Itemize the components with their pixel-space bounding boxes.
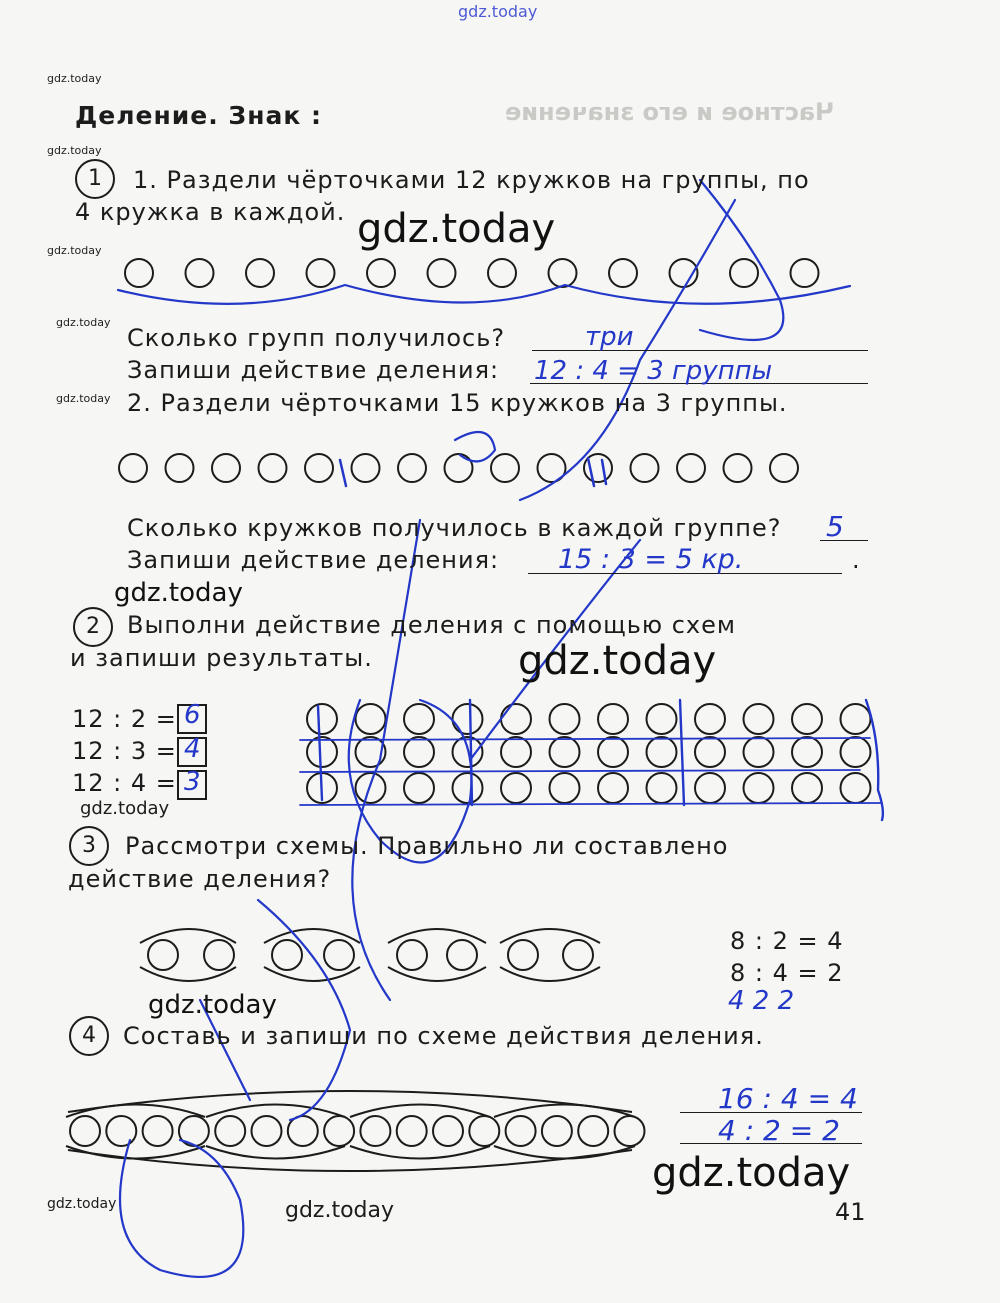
watermark-small: gdz.today	[47, 1196, 117, 1212]
schema-circle	[744, 704, 774, 734]
schema-circle	[770, 454, 798, 482]
schema-circle	[352, 454, 380, 482]
schema-circle	[307, 704, 337, 734]
schema-circle	[453, 773, 483, 803]
schema-circle	[501, 737, 531, 767]
handwritten-check: 4 2 2	[728, 986, 795, 1016]
equation-8-div-2: 8 : 2 = 4	[730, 927, 844, 955]
task1-instruction-line1: 1. Раздели чёрточками 12 кружков на группы, по	[133, 166, 810, 194]
task4-instruction: Составь и запиши по схеме действия деления.	[123, 1022, 764, 1050]
schema-circle	[792, 737, 822, 767]
answer-line	[532, 350, 868, 351]
watermark-medium: gdz.today	[148, 990, 277, 1020]
schema-circle	[550, 704, 580, 734]
schema-circle	[204, 940, 234, 970]
pen-stroke	[352, 520, 420, 1000]
group-arc-bottom	[350, 1146, 490, 1159]
schema-circle	[215, 1116, 245, 1146]
schema-circle	[542, 1116, 572, 1146]
group-arc-top	[350, 1105, 490, 1118]
schema-circle	[647, 704, 677, 734]
schema-circle	[695, 737, 725, 767]
schema-circle	[252, 1116, 282, 1146]
schema-circle	[404, 704, 434, 734]
schema-circle	[324, 940, 354, 970]
pen-group-arcs	[118, 285, 850, 304]
pen-loop	[455, 432, 495, 461]
watermark-large: gdz.today	[357, 206, 556, 252]
pen-divider	[318, 706, 322, 800]
task-number-1: 1	[75, 159, 115, 199]
group-arc-bottom	[388, 967, 486, 981]
schema-circle	[70, 1116, 100, 1146]
schema-circle	[578, 1116, 608, 1146]
answer-division-2: 15 : 3 = 5 кр.	[558, 544, 744, 575]
division-expression: 12 : 4 =	[72, 769, 177, 797]
answer-each-group: 5	[826, 510, 844, 543]
schema-circle	[647, 737, 677, 767]
schema-circle	[469, 1116, 499, 1146]
watermark-small: gdz.today	[80, 798, 170, 819]
schema-circle	[307, 737, 337, 767]
schema-circle	[367, 259, 395, 287]
schema-circle	[246, 259, 274, 287]
question-each-group: Сколько кружков получилось в каждой группе?	[127, 514, 782, 542]
big-arc-bottom	[68, 1150, 632, 1171]
schema-circle	[305, 454, 333, 482]
pen-tick	[340, 460, 346, 486]
schema-circle	[792, 704, 822, 734]
task2-instruction-line2: и запиши результаты.	[70, 644, 373, 672]
equation-8-div-4: 8 : 4 = 2	[730, 959, 844, 987]
schema-circle	[397, 1116, 427, 1146]
schema-circle	[501, 704, 531, 734]
schema-circle	[730, 259, 758, 287]
schema-circle	[272, 940, 302, 970]
watermark-small: gdz.today	[47, 72, 102, 85]
schema-circle	[143, 1116, 173, 1146]
schema-circle	[744, 737, 774, 767]
schema-circle	[501, 773, 531, 803]
question-write-division-2: Запиши действие деления:	[127, 546, 500, 574]
answer-box-value: 3	[184, 767, 201, 797]
schema-circle	[647, 773, 677, 803]
group-arc-top	[206, 1105, 345, 1118]
big-arc-top	[68, 1091, 632, 1112]
watermark-small: gdz.today	[56, 316, 111, 329]
pen-divider	[680, 700, 684, 805]
schema-circle	[324, 1116, 354, 1146]
schema-circle	[631, 454, 659, 482]
schema-circle	[453, 704, 483, 734]
schema-circle	[508, 940, 538, 970]
schema-circle	[307, 259, 335, 287]
schema-circle	[744, 773, 774, 803]
schema-circle	[125, 259, 153, 287]
watermark-large: gdz.today	[518, 638, 717, 684]
group-arc-top	[388, 929, 486, 943]
watermark-large: gdz.today	[652, 1150, 851, 1196]
task-number-4: 4	[69, 1016, 109, 1056]
schema-circle	[488, 259, 516, 287]
schema-circle	[549, 259, 577, 287]
schema-circle	[563, 940, 593, 970]
pen-underline	[300, 803, 880, 805]
schema-circle	[447, 940, 477, 970]
group-arc-bottom	[206, 1146, 345, 1159]
schema-circle	[119, 454, 147, 482]
task1-instruction-line2: 4 кружка в каждой.	[75, 198, 346, 226]
schema-circle	[445, 454, 473, 482]
task-number-2: 2	[73, 607, 113, 647]
pen-loop	[120, 1140, 243, 1277]
question-groups: Сколько групп получилось?	[127, 324, 506, 352]
group-arc-top	[494, 1105, 635, 1118]
schema-circle	[404, 773, 434, 803]
sentence-period: .	[852, 546, 861, 574]
schema-circle	[609, 259, 637, 287]
schema-circle	[615, 1116, 645, 1146]
schema-circle	[506, 1116, 536, 1146]
schema-circle	[428, 259, 456, 287]
bleed-through-title: Частное и его значение	[505, 98, 835, 126]
schema-circle	[841, 737, 871, 767]
schema-circle	[356, 704, 386, 734]
answer-box-value: 4	[184, 734, 201, 764]
schema-circle	[677, 454, 705, 482]
answer-box-value: 6	[184, 700, 201, 730]
answer-task4-2: 4 : 2 = 2	[718, 1114, 840, 1147]
schema-circle	[550, 773, 580, 803]
schema-circle	[695, 773, 725, 803]
schema-circle	[398, 454, 426, 482]
task3-instruction-line2: действие деления?	[68, 865, 332, 893]
task2-instruction-line1: Выполни действие деления с помощью схем	[127, 611, 736, 639]
schema-circle	[724, 454, 752, 482]
schema-circle	[360, 1116, 390, 1146]
watermark-medium: gdz.today	[285, 1198, 395, 1223]
watermark-small: gdz.today	[56, 392, 111, 405]
answer-groups: три	[585, 322, 634, 352]
schema-circle	[791, 259, 819, 287]
page-title: Деление. Знак :	[75, 101, 323, 130]
division-expression: 12 : 3 =	[72, 737, 177, 765]
watermark-top: gdz.today	[458, 2, 538, 21]
watermark-small: gdz.today	[47, 244, 102, 257]
pen-underline	[300, 770, 860, 772]
watermark-medium: gdz.today	[114, 578, 243, 608]
schema-circle	[433, 1116, 463, 1146]
schema-circle	[550, 737, 580, 767]
question-write-division: Запиши действие деления:	[127, 356, 500, 384]
schema-circle	[792, 773, 822, 803]
division-expression: 12 : 2 =	[72, 705, 177, 733]
pen-underline	[300, 738, 870, 740]
schema-circle	[148, 940, 178, 970]
schema-circle	[397, 940, 427, 970]
schema-circle	[491, 454, 519, 482]
answer-task4-1: 16 : 4 = 4	[718, 1082, 858, 1115]
page-number: 41	[835, 1198, 866, 1226]
schema-circle	[598, 773, 628, 803]
task3-instruction-line1: Рассмотри схемы. Правильно ли составлено	[125, 832, 729, 860]
schema-circle	[212, 454, 240, 482]
schema-circle	[106, 1116, 136, 1146]
schema-circle	[186, 259, 214, 287]
task1-part2-instruction: 2. Раздели чёрточками 15 кружков на 3 группы.	[127, 389, 788, 417]
answer-division-1: 12 : 4 = 3 группы	[534, 356, 773, 386]
schema-circle	[841, 704, 871, 734]
schema-circle	[598, 737, 628, 767]
schema-circle	[695, 704, 725, 734]
schema-circle	[166, 454, 194, 482]
task-number-3: 3	[69, 826, 109, 866]
schema-circle	[598, 704, 628, 734]
watermark-small: gdz.today	[47, 144, 102, 157]
schema-circle	[259, 454, 287, 482]
schema-circle	[404, 737, 434, 767]
schema-circle	[841, 773, 871, 803]
schema-circle	[356, 773, 386, 803]
